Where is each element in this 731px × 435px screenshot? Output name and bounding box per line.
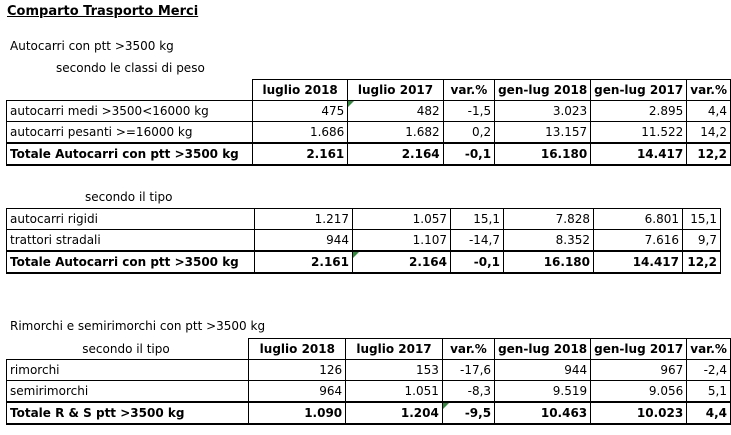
- cell-value: 9,7: [683, 230, 721, 252]
- row-label: semirimorchi: [7, 381, 249, 403]
- row-label: autocarri pesanti >=16000 kg: [7, 122, 253, 144]
- section1-heading: Autocarri con ptt >3500 kg: [10, 39, 174, 53]
- table-autocarri-peso: [6, 79, 731, 166]
- cell-value: 2.164: [348, 143, 443, 165]
- cell-value: 1.682: [348, 122, 443, 144]
- cell-value: 14.417: [594, 251, 683, 273]
- col-header: var.%: [687, 339, 731, 360]
- cell-value: 14,2: [687, 122, 731, 144]
- cell-value: 10.023: [591, 402, 687, 424]
- cell-value: 7.828: [504, 209, 594, 230]
- page-title: Comparto Trasporto Merci: [7, 4, 199, 19]
- cell-value: 475: [252, 101, 347, 122]
- table-row: [7, 209, 721, 230]
- cell-value: 482: [348, 101, 443, 122]
- section3-subheading: secondo il tipo: [7, 339, 249, 360]
- cell-value: 13.157: [495, 122, 591, 144]
- cell-value: 7.616: [594, 230, 683, 252]
- cell-value: 1.686: [252, 122, 347, 144]
- table-header-row: [7, 80, 731, 101]
- blank-cell: [7, 80, 253, 101]
- cell-value: 16.180: [504, 251, 594, 273]
- cell-value: 14.417: [591, 143, 687, 165]
- cell-value: 8.352: [504, 230, 594, 252]
- section3-heading: Rimorchi e semirimorchi con ptt >3500 kg: [10, 319, 266, 333]
- table-header-row: [7, 339, 731, 360]
- table-rimorchi-tipo: [6, 338, 731, 425]
- cell-value: 944: [495, 360, 591, 381]
- cell-value: 10.463: [495, 402, 591, 424]
- cell-value: 2.895: [591, 101, 687, 122]
- col-header: luglio 2017: [346, 339, 443, 360]
- col-header: luglio 2018: [249, 339, 346, 360]
- cell-value: 1.107: [353, 230, 451, 252]
- cell-value: 15,1: [451, 209, 504, 230]
- cell-value: 9.056: [591, 381, 687, 403]
- col-header: luglio 2017: [348, 80, 443, 101]
- cell-value: -8,3: [442, 381, 494, 403]
- table-row: [7, 101, 731, 122]
- row-label: Totale Autocarri con ptt >3500 kg: [7, 143, 253, 165]
- table-row: [7, 360, 731, 381]
- row-label: autocarri medi >3500<16000 kg: [7, 101, 253, 122]
- cell-value: 12,2: [687, 143, 731, 165]
- cell-value: 2.161: [255, 251, 353, 273]
- cell-value: 126: [249, 360, 346, 381]
- cell-value: -2,4: [687, 360, 731, 381]
- cell-value: 944: [255, 230, 353, 252]
- row-label: autocarri rigidi: [7, 209, 255, 230]
- col-header: gen-lug 2018: [495, 80, 591, 101]
- cell-value: 0,2: [443, 122, 494, 144]
- cell-value: 1.090: [249, 402, 346, 424]
- cell-value: 12,2: [683, 251, 721, 273]
- table-row: [7, 122, 731, 144]
- col-header: luglio 2018: [252, 80, 347, 101]
- col-header: var.%: [443, 80, 494, 101]
- cell-value: -0,1: [443, 143, 494, 165]
- cell-value: 16.180: [495, 143, 591, 165]
- cell-value: 4,4: [687, 101, 731, 122]
- cell-value: 11.522: [591, 122, 687, 144]
- cell-value: -14,7: [451, 230, 504, 252]
- section2-subheading: secondo il tipo: [85, 190, 173, 204]
- col-header: var.%: [687, 80, 731, 101]
- cell-value: 2.164: [353, 251, 451, 273]
- row-label: trattori stradali: [7, 230, 255, 252]
- cell-value: 964: [249, 381, 346, 403]
- table-total-row: [7, 143, 731, 165]
- cell-value: 9.519: [495, 381, 591, 403]
- table-row: [7, 230, 721, 252]
- cell-value: -9,5: [442, 402, 494, 424]
- col-header: gen-lug 2017: [591, 339, 687, 360]
- cell-value: -17,6: [442, 360, 494, 381]
- cell-value: 1.051: [346, 381, 443, 403]
- col-header: gen-lug 2017: [591, 80, 687, 101]
- cell-value: -0,1: [451, 251, 504, 273]
- table-autocarri-tipo: [6, 208, 721, 274]
- row-label: Totale R & S ptt >3500 kg: [7, 402, 249, 424]
- cell-value: 5,1: [687, 381, 731, 403]
- cell-value: 1.217: [255, 209, 353, 230]
- table-row: [7, 381, 731, 403]
- cell-value: 1.057: [353, 209, 451, 230]
- row-label: rimorchi: [7, 360, 249, 381]
- col-header: gen-lug 2018: [495, 339, 591, 360]
- cell-value: 6.801: [594, 209, 683, 230]
- table-total-row: [7, 402, 731, 424]
- cell-value: 2.161: [252, 143, 347, 165]
- cell-value: 4,4: [687, 402, 731, 424]
- row-label: Totale Autocarri con ptt >3500 kg: [7, 251, 255, 273]
- cell-value: 1.204: [346, 402, 443, 424]
- cell-value: 967: [591, 360, 687, 381]
- section1-subheading: secondo le classi di peso: [56, 61, 205, 75]
- cell-value: 15,1: [683, 209, 721, 230]
- table-total-row: [7, 251, 721, 273]
- cell-value: 3.023: [495, 101, 591, 122]
- col-header: var.%: [442, 339, 494, 360]
- cell-value: -1,5: [443, 101, 494, 122]
- cell-value: 153: [346, 360, 443, 381]
